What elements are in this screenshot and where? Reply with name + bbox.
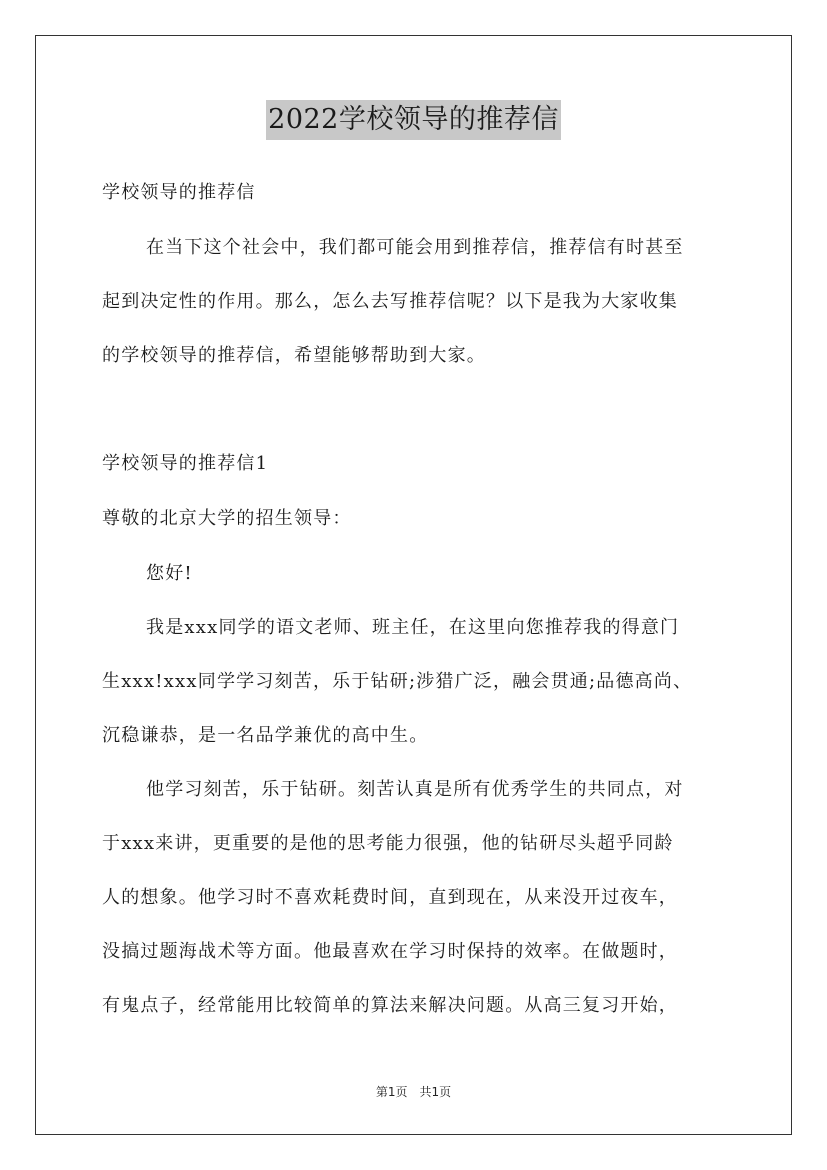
section-heading: 学校领导的推荐信1 [102, 453, 269, 474]
title-container [0, 100, 827, 140]
intro-line-1: 在当下这个社会中，我们都可能会用到推荐信，推荐信有时甚至 [146, 237, 684, 258]
greeting: 您好! [146, 563, 193, 584]
salutation: 尊敬的北京大学的招生领导： [102, 508, 352, 529]
para1-line-2: 生xxx!xxx同学学习刻苦，乐于钻研;涉猎广泛，融会贯通;品德高尚、 [102, 671, 693, 692]
para2-line-4: 没搞过题海战术等方面。他最喜欢在学习时保持的效率。在做题时， [102, 941, 678, 962]
para2-line-5: 有鬼点子，经常能用比较简单的算法来解决问题。从高三复习开始， [102, 995, 678, 1016]
document-title: 2022学校领导的推荐信 [266, 100, 561, 140]
document-subtitle: 学校领导的推荐信 [102, 182, 256, 203]
page-footer: 第1页 共1页 [375, 1085, 452, 1099]
intro-line-2: 起到决定性的作用。那么，怎么去写推荐信呢？以下是我为大家收集 [102, 291, 678, 312]
intro-line-3: 的学校领导的推荐信，希望能够帮助到大家。 [102, 345, 486, 366]
para2-line-3: 人的想象。他学习时不喜欢耗费时间，直到现在，从来没开过夜车， [102, 887, 678, 908]
para1-line-3: 沉稳谦恭，是一名品学兼优的高中生。 [102, 725, 429, 746]
para2-line-1: 他学习刻苦，乐于钻研。刻苦认真是所有优秀学生的共同点，对 [146, 779, 684, 800]
para1-line-1: 我是xxx同学的语文老师、班主任，在这里向您推荐我的得意门 [146, 617, 680, 638]
para2-line-2: 于xxx来讲，更重要的是他的思考能力很强，他的钻研尽头超乎同龄 [102, 833, 674, 854]
